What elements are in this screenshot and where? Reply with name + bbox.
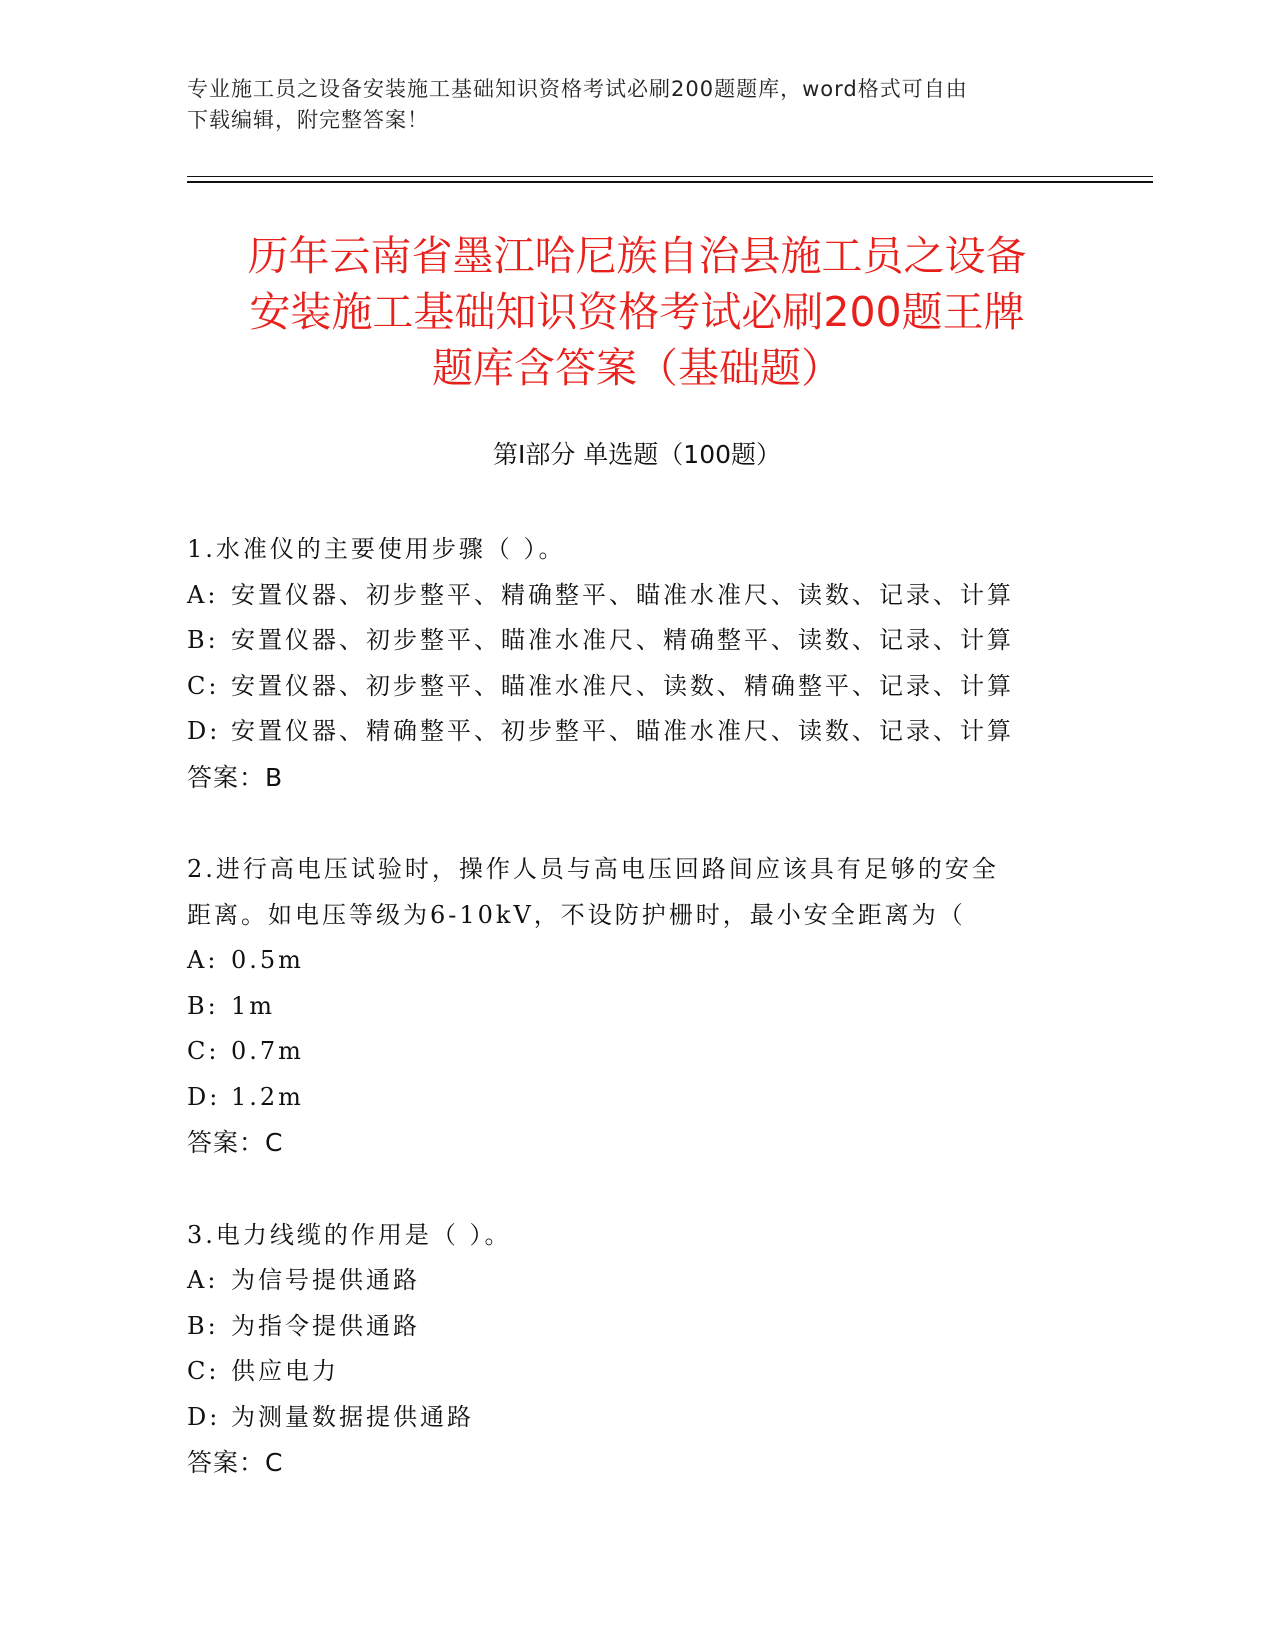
question-stem — [187, 1213, 1087, 1259]
option-letter: B: — [187, 991, 219, 1020]
document-title — [187, 228, 1087, 396]
question-2 — [187, 847, 1087, 1166]
option-text: 1m — [231, 991, 276, 1020]
answer: 答案：C — [187, 1128, 284, 1157]
option-a — [187, 573, 1087, 619]
option-letter: D: — [187, 1082, 221, 1111]
option-d — [187, 1075, 1087, 1121]
option-text: 0.7m — [231, 1037, 304, 1065]
option-text: 为信号提供通路 — [231, 1266, 420, 1294]
option-b — [187, 1304, 1087, 1350]
question-list — [187, 527, 1087, 1533]
option-text: 0.5m — [231, 946, 304, 974]
header-note-line-1: 专业施工员之设备安装施工基础知识资格考试必刷200题题库，word格式可自由 — [187, 77, 968, 101]
option-letter: A: — [187, 1266, 219, 1294]
option-a — [187, 1258, 1087, 1304]
option-text: 供应电力 — [231, 1357, 339, 1385]
option-letter: C: — [187, 1357, 220, 1385]
question-stem-line: 距离。如电压等级为6-10kV，不设防护栅时，最小安全距离为（ — [187, 900, 966, 929]
option-text: 安置仪器、初步整平、精确整平、瞄准水准尺、读数、记录、计算 — [231, 580, 1014, 609]
document-title-line-3: 题库含答案（基础题） — [432, 344, 842, 392]
option-text: 为指令提供通路 — [231, 1311, 420, 1340]
question-stem-line: 3.电力线缆的作用是（ ）。 — [187, 1220, 512, 1249]
question-1 — [187, 527, 1087, 800]
option-letter: A: — [187, 946, 219, 974]
document-title-line-1: 历年云南省墨江哈尼族自治县施工员之设备 — [247, 232, 1027, 280]
question-stem — [187, 527, 1087, 573]
option-letter: D: — [187, 1402, 221, 1431]
answer: 答案：C — [187, 1448, 284, 1477]
header-note — [187, 74, 1067, 136]
option-b — [187, 984, 1087, 1030]
option-d — [187, 709, 1087, 755]
option-a — [187, 938, 1087, 984]
question-stem-line: 2.进行高电压试验时，操作人员与高电压回路间应该具有足够的安全 — [187, 855, 999, 883]
option-c — [187, 664, 1087, 710]
answer: 答案：B — [187, 762, 284, 792]
question-stem — [187, 847, 1087, 938]
option-letter: A: — [187, 580, 219, 609]
option-letter: B: — [187, 626, 219, 654]
option-text: 安置仪器、初步整平、瞄准水准尺、读数、精确整平、记录、计算 — [231, 671, 1014, 700]
option-letter: B: — [187, 1311, 219, 1340]
option-d — [187, 1395, 1087, 1441]
section-title: 第Ⅰ部分 单选题（100题） — [492, 440, 782, 469]
option-c — [187, 1029, 1087, 1075]
option-text: 1.2m — [231, 1082, 304, 1111]
option-text: 安置仪器、精确整平、初步整平、瞄准水准尺、读数、记录、计算 — [231, 717, 1014, 745]
header-divider-thin — [187, 176, 1153, 177]
option-text: 为测量数据提供通路 — [231, 1402, 474, 1431]
option-letter: C: — [187, 1037, 220, 1065]
question-stem-line: 1.水准仪的主要使用步骤（ ）。 — [187, 535, 566, 563]
option-b — [187, 618, 1087, 664]
option-letter: C: — [187, 671, 220, 700]
header-divider-thick — [187, 181, 1153, 183]
document-title-line-2: 安装施工基础知识资格考试必刷200题王牌 — [249, 288, 1025, 336]
header-note-line-2: 下载编辑，附完整答案！ — [187, 108, 429, 132]
option-c — [187, 1349, 1087, 1395]
option-text: 安置仪器、初步整平、瞄准水准尺、精确整平、读数、记录、计算 — [231, 626, 1014, 654]
question-3 — [187, 1213, 1087, 1486]
option-letter: D: — [187, 717, 221, 745]
